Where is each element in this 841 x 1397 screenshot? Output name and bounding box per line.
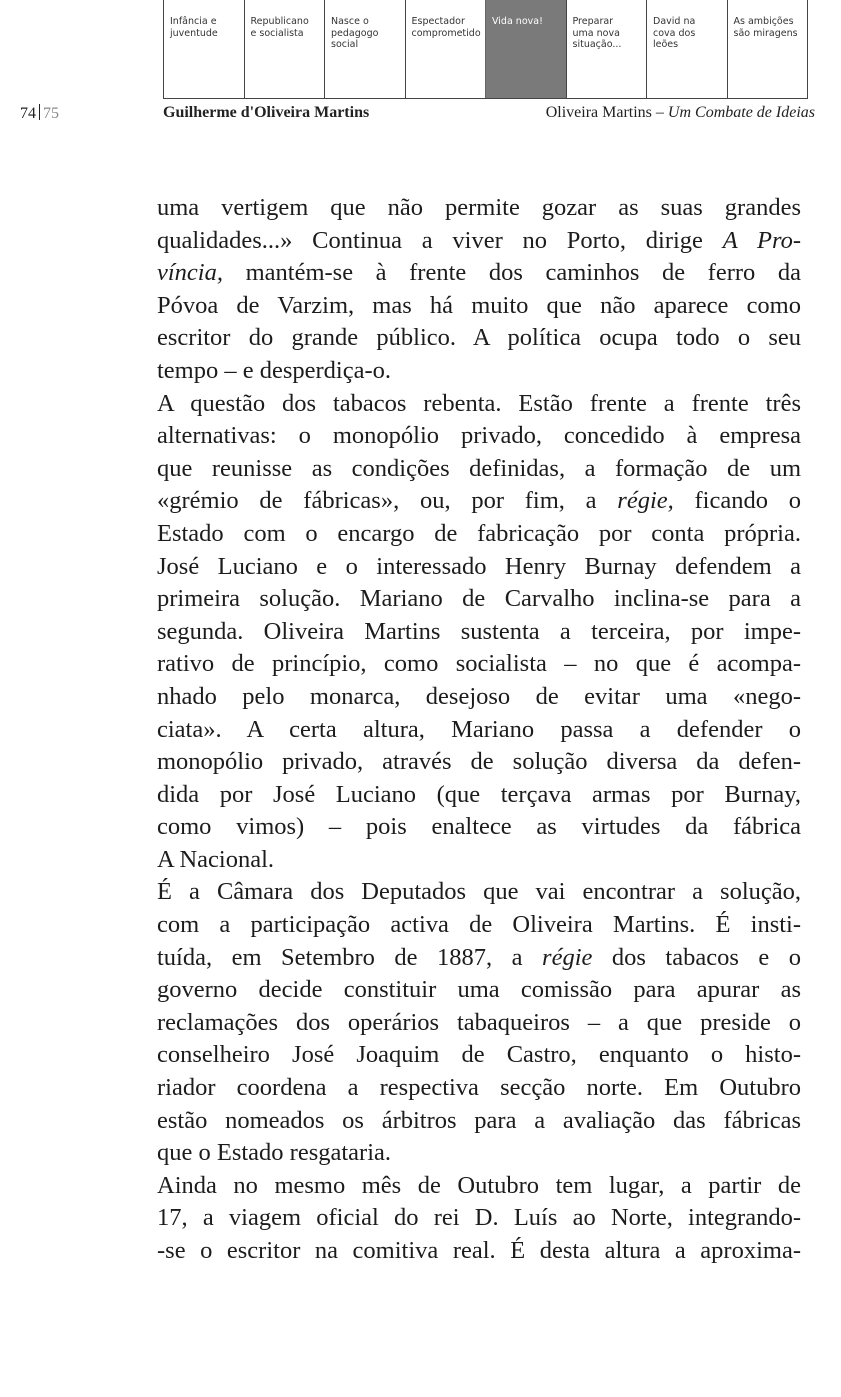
italic-term: víncia, xyxy=(157,259,223,287)
text-line: nhado pelo monarca, desejoso de evitar uma «nego- xyxy=(157,682,801,710)
chapter-navigation xyxy=(163,0,808,99)
italic-term: A Pro- xyxy=(722,226,801,254)
text-line: tempo – e desperdiça-o. xyxy=(157,356,392,384)
text-line: como vimos) – pois enaltece as virtudes da fábrica xyxy=(157,813,801,841)
text-line: escritor do grande público. A política ocupa todo o seu xyxy=(157,324,801,352)
paragraph xyxy=(157,1170,801,1268)
text-line: Póvoa de Varzim, mas há muito que não aparece como xyxy=(157,291,801,319)
text-line: estão nomeados os árbitros para a avaliação das fábricas xyxy=(157,1106,801,1134)
text-line: «grémio de fábricas», ou, por fim, a régie, ficando o xyxy=(157,487,801,515)
text-line: primeira solução. Mariano de Carvalho inclina-se para a xyxy=(157,585,801,613)
text-line: segunda. Oliveira Martins sustenta a terceira, por impe- xyxy=(157,617,801,645)
book-title-prefix: Oliveira Martins – xyxy=(545,104,668,121)
paragraph xyxy=(157,192,801,388)
text-line: rativo de princípio, como socialista – no que é acompa- xyxy=(157,650,801,678)
book-title-italic: Um Combate de Ideias xyxy=(667,104,815,121)
italic-term: régie xyxy=(542,943,593,971)
folio-divider xyxy=(39,104,40,120)
text-line: que reunisse as condições definidas, a formação de um xyxy=(157,454,801,482)
text-line: qualidades...» Continua a viver no Porto, dirige A Pro- xyxy=(157,226,801,254)
book-title xyxy=(546,104,815,122)
text-line: conselheiro José Joaquim de Castro, enquanto o histo- xyxy=(157,1041,801,1069)
author-name: Guilherme d'Oliveira Martins xyxy=(163,104,370,121)
text-line: dida por José Luciano (que terçava armas por Burnay, xyxy=(157,780,801,808)
body-text xyxy=(157,192,801,1268)
text-line: uma vertigem que não permite gozar as suas grandes xyxy=(157,194,801,221)
chapter-tab[interactable]: David na cova dos leões xyxy=(646,0,727,98)
text-line: Ainda no mesmo mês de Outubro tem lugar, a partir de xyxy=(157,1171,801,1199)
text-line: governo decide constituir uma comissão para apurar as xyxy=(157,976,801,1004)
running-header xyxy=(0,104,841,128)
chapter-tab[interactable]: Republicano e socialista xyxy=(244,0,325,98)
text-line: alternativas: o monopólio privado, concedido à empresa xyxy=(157,422,801,450)
text-line: José Luciano e o interessado Henry Burnay defendem a xyxy=(157,552,801,580)
paragraph xyxy=(157,388,801,877)
chapter-tab[interactable]: Preparar uma nova situação... xyxy=(566,0,647,98)
text-line: Estado com o encargo de fabricação por conta própria. xyxy=(157,519,801,547)
chapter-tab[interactable]: Nasce o pedagogo social xyxy=(324,0,405,98)
text-line: A Nacional. xyxy=(157,845,275,873)
paragraph xyxy=(157,876,801,1169)
italic-term: régie, xyxy=(617,487,674,515)
chapter-tab[interactable]: Vida nova! xyxy=(485,0,566,98)
page-number-current: 74 xyxy=(20,105,36,122)
text-line: monopólio privado, através de solução diversa da defen- xyxy=(157,748,801,776)
page-number xyxy=(20,104,59,123)
page-number-next: 75 xyxy=(43,105,59,122)
text-line: 17, a viagem oficial do rei D. Luís ao Norte, integrando- xyxy=(157,1204,801,1232)
chapter-tab[interactable]: As ambições são miragens xyxy=(727,0,809,98)
text-line: A questão dos tabacos rebenta. Estão frente a frente três xyxy=(157,389,801,417)
text-line: víncia, mantém-se à frente dos caminhos de ferro da xyxy=(157,259,801,287)
text-line: reclamações dos operários tabaqueiros – a que preside o xyxy=(157,1008,801,1036)
text-line: ciata». A certa altura, Mariano passa a defender o xyxy=(157,715,801,743)
text-line: com a participação activa de Oliveira Martins. É insti- xyxy=(157,911,801,939)
text-line: que o Estado resgataria. xyxy=(157,1139,392,1167)
chapter-tab[interactable]: Infância e juventude xyxy=(163,0,244,98)
text-line: É a Câmara dos Deputados que vai encontrar a solução, xyxy=(157,878,801,906)
chapter-tab[interactable]: Espectador comprometido xyxy=(405,0,486,98)
text-line: -se o escritor na comitiva real. É desta altura a aproxima- xyxy=(157,1237,801,1264)
text-line: riador coordena a respectiva secção norte. Em Outubro xyxy=(157,1074,801,1102)
text-line: tuída, em Setembro de 1887, a régie dos tabacos e o xyxy=(157,943,801,971)
